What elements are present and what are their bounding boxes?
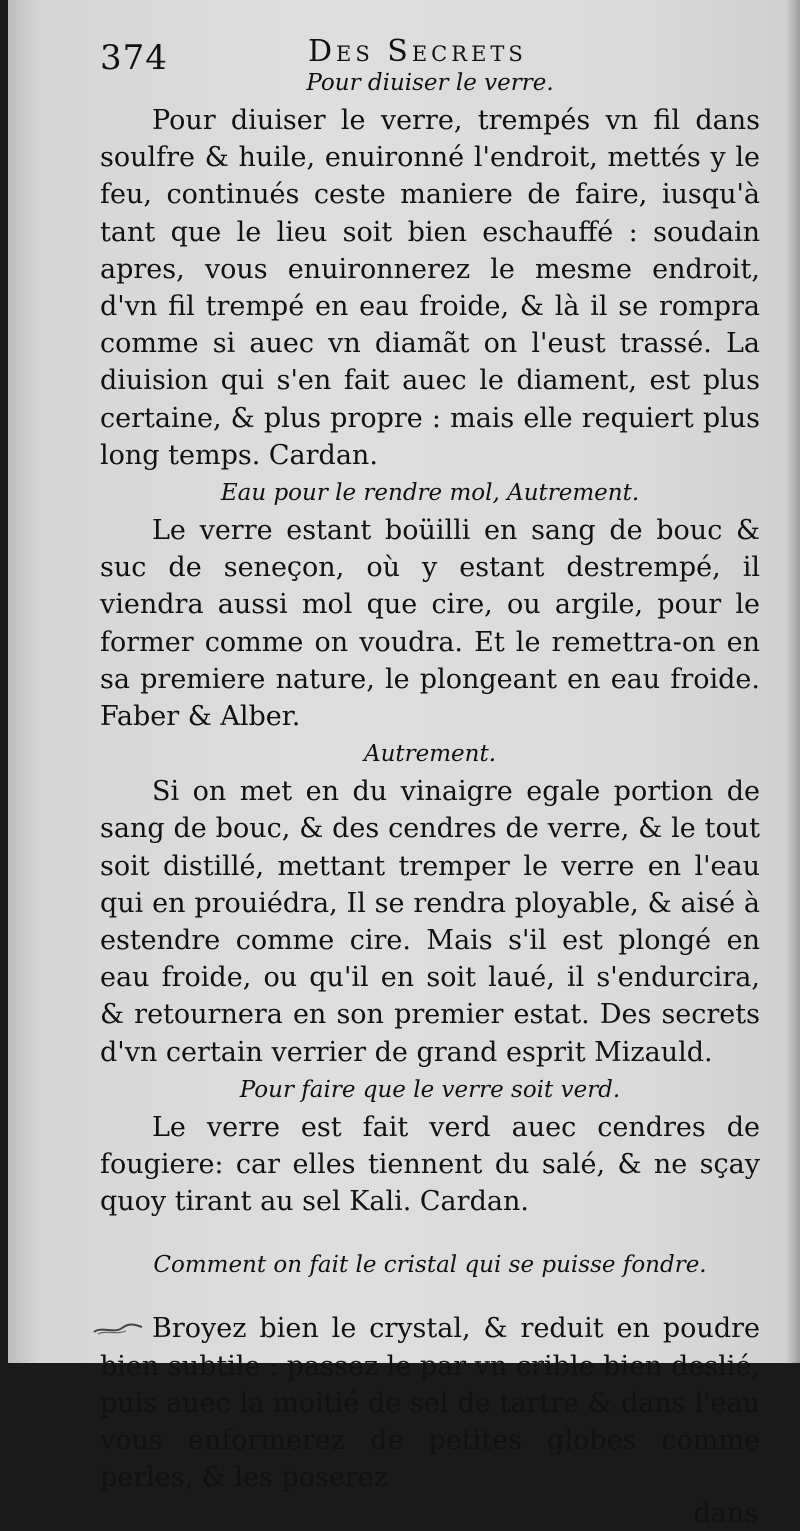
section-heading: Pour faire que le verre soit verd. xyxy=(239,1076,621,1103)
section-heading: Pour diuiser le verre. xyxy=(306,70,554,96)
section-gap xyxy=(100,1220,760,1246)
paragraph: Pour diuiser le verre, trempés vn fil dans soulfre & huile, enuironné l'endroit, mettés y le feu, continués ceste maniere de faire, iusqu'à tant que le lieu soit bien eschauffé : soudain apres, vous enuironnerez le mesme endroit, d'vn fil trempé en eau froide, & là il se rompra comme si auec vn diamãt on l'eust trassé. La diuision qui s'en fait auec le diament, est plus certaine, & plus propre : mais elle requiert plus long temps. Cardan. xyxy=(100,105,760,471)
paragraph: Le verre estant boüilli en sang de bouc & suc de seneçon, où y estant destrempé, il viendra aussi mol que cire, ou argile, pour le former comme on voudra. Et le remettra-on en sa premiere nature, le plongeant en eau froide. Faber & Alber. xyxy=(100,515,760,733)
ink-smudge-mark xyxy=(92,1322,144,1336)
paragraph: Broyez bien le crystal, & reduit en poudre bien subtile : passez le par vn crible bien deslié, puis auec la moitié de sel de tartre & dans l'eau vous enformerez de petites globes comme perles, & les poserez xyxy=(100,1313,760,1494)
book-page xyxy=(8,0,800,1529)
text-block xyxy=(100,64,760,1531)
paragraph: Le verre est fait verd auec cendres de fougiere: car elles tiennent du salé, & ne sçay quoy tirant au sel Kali. Cardan. xyxy=(100,1111,760,1218)
page-number: 374 xyxy=(100,38,168,78)
section-heading: Comment on fait le cristal qui se puisse fondre. xyxy=(153,1252,707,1279)
section-heading: Eau pour le rendre mol, Autrement. xyxy=(220,480,640,507)
section-heading: Autrement. xyxy=(363,741,497,768)
section-gap xyxy=(100,1284,760,1310)
paragraph: Si on met en du vinaigre egale portion de sang de bouc, & des cendres de verre, & le tout soit distillé, mettant tremper le verre en l'eau qui en prouiédra, Il se rendra ployable, & aisé à estendre comme cire. Mais s'il est plongé en eau froide, ou qu'il en soit laué, il s'endurcira, & retournera en son premier estat. Des secrets d'vn certain verrier de grand esprit Mizauld. xyxy=(100,776,760,1068)
running-head: Des Secrets xyxy=(308,34,527,69)
catchword: dans xyxy=(693,1497,758,1529)
